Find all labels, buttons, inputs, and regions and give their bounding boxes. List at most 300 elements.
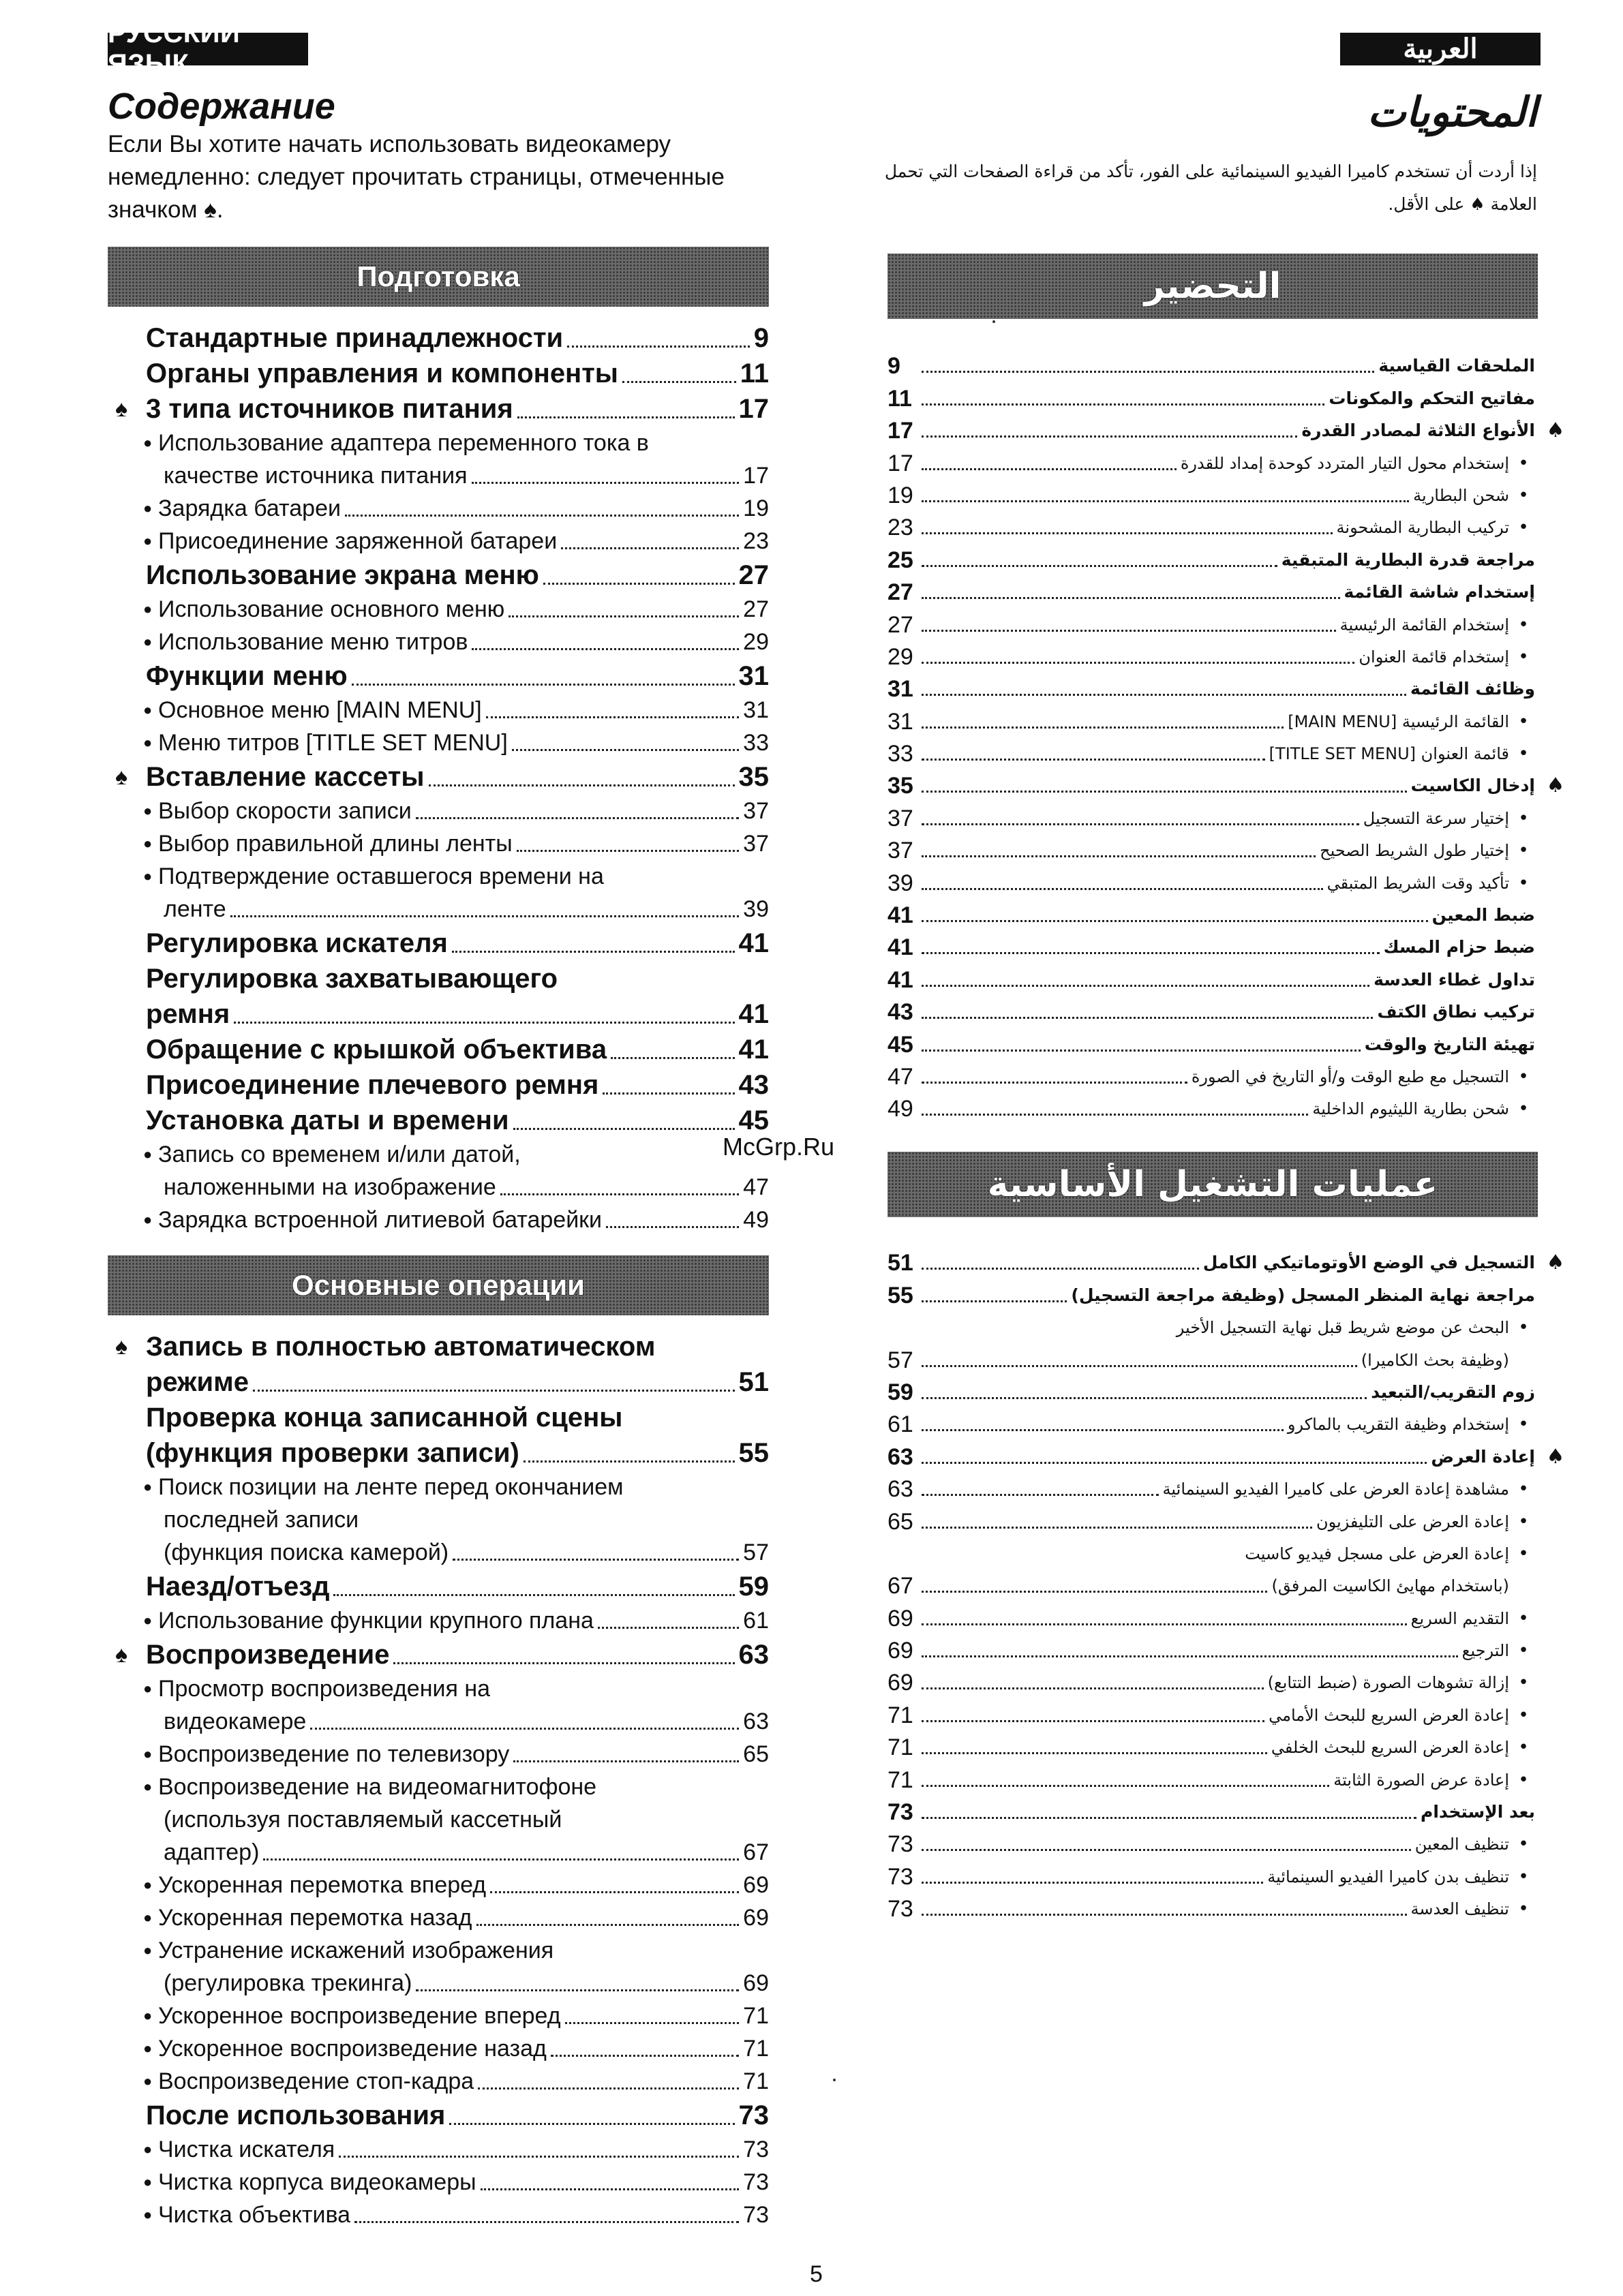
toc-entry xyxy=(108,2166,769,2199)
toc-entry-label: Стандартные принадлежности xyxy=(146,323,564,353)
toc-page-number: 29 xyxy=(743,629,769,655)
toc-entry-label: (функция поиска камерой) xyxy=(164,1540,449,1565)
toc-entry-label: إعادة العرض على التليفزيون xyxy=(1316,1512,1509,1531)
bullet-icon: • xyxy=(1518,517,1529,538)
bullet-icon: • xyxy=(1518,744,1529,765)
toc-entry xyxy=(108,694,769,726)
toc-page-number: 31 xyxy=(743,697,769,723)
dot-leader xyxy=(517,850,739,852)
toc-page-number: 19 xyxy=(888,482,913,508)
toc-entry-label: البحث عن موضع شريط قبل نهاية التسجيل الأخير xyxy=(1176,1318,1509,1338)
dot-leader xyxy=(922,1462,1427,1464)
bullet-icon: ● xyxy=(143,1745,153,1762)
toc-entry-label: Функции меню xyxy=(146,661,348,691)
dot-leader xyxy=(524,1460,735,1463)
toc-entry xyxy=(108,1067,769,1103)
dot-leader xyxy=(922,1017,1373,1019)
toc-page-number: 71 xyxy=(888,1702,913,1728)
toc-entry xyxy=(888,1535,1538,1567)
toc-entry xyxy=(108,1329,769,1364)
bullet-icon: ● xyxy=(143,1146,153,1163)
toc-page-number: 17 xyxy=(888,418,913,444)
dot-leader xyxy=(922,791,1407,793)
toc-entry xyxy=(888,639,1538,671)
bullet-icon: ● xyxy=(143,2173,153,2190)
toc-entry-label: Ускоренное воспроизведение назад xyxy=(158,2036,547,2062)
toc-page-number: 63 xyxy=(888,1476,913,1503)
toc-entry xyxy=(888,703,1538,735)
dot-leader xyxy=(478,2087,739,2090)
dot-leader xyxy=(922,726,1284,729)
toc-page-number: 37 xyxy=(743,831,769,857)
toc-entry-label: Ускоренная перемотка вперед xyxy=(158,1872,487,1898)
dot-leader xyxy=(922,1817,1416,1819)
toc-page-number: 11 xyxy=(888,385,912,412)
toc-entry xyxy=(108,320,769,356)
toc-entry-label: تنظيف العدسة xyxy=(1410,1899,1509,1919)
toc-entry-label: Выбор скорости записи xyxy=(158,798,412,824)
toc-entry-label: Проверка конца записанной сцены xyxy=(146,1403,623,1433)
toc-entry-label: ضبط حزام المسك xyxy=(1383,937,1535,958)
bullet-icon: ● xyxy=(143,1612,153,1629)
toc-entry-label: إزالة تشوهات الصورة (ضبط التتابع) xyxy=(1267,1673,1509,1693)
toc-page-number: 19 xyxy=(743,495,769,521)
toc-entry-label: Присоединение заряженной батареи xyxy=(158,528,558,554)
bullet-icon: • xyxy=(1518,1511,1529,1532)
dot-leader xyxy=(606,1226,739,1228)
print-speck xyxy=(833,2079,836,2081)
toc-entry-label: تداول غطاء العدسة xyxy=(1374,969,1535,990)
toc-entry-label: إعادة العرض السريع للبحث الخلفي xyxy=(1271,1738,1509,1758)
dot-leader xyxy=(922,1429,1284,1431)
toc-page-number: 39 xyxy=(743,896,769,922)
toc-entry xyxy=(888,994,1538,1026)
toc-entry-label: (وظيفة بحث الكاميرا) xyxy=(1361,1350,1509,1370)
toc-entry-label: تركيب نطاق الكتف xyxy=(1377,1002,1535,1022)
dot-leader xyxy=(922,1050,1361,1052)
toc-page-number: 73 xyxy=(888,1896,913,1923)
toc-entry xyxy=(888,1696,1538,1728)
toc-entry xyxy=(108,1569,769,1604)
toc-entry xyxy=(888,1438,1565,1470)
toc-page-number: 29 xyxy=(888,643,913,670)
toc-entry xyxy=(888,1341,1538,1373)
toc-page-number: 41 xyxy=(738,999,769,1029)
toc-entry-label: Использование основного меню xyxy=(158,596,505,622)
toc-page-number: 63 xyxy=(743,1709,769,1734)
toc-entry-label: القائمة الرئيسية [MAIN MENU] xyxy=(1288,711,1509,731)
toc-page-number: 73 xyxy=(743,2169,769,2195)
toc-entry-label: تنظيف المعين xyxy=(1414,1835,1509,1854)
toc-entry-label: последней записи xyxy=(164,1507,359,1533)
dot-leader xyxy=(922,1655,1458,1657)
bullet-icon: ● xyxy=(143,2007,153,2024)
toc-entry-label: качестве источника питания xyxy=(164,463,468,489)
bullet-icon: • xyxy=(1518,1866,1529,1887)
bullet-icon: ● xyxy=(143,1909,153,1926)
dot-leader xyxy=(922,1082,1187,1084)
dot-leader xyxy=(922,1914,1407,1916)
toc-page-number: 31 xyxy=(888,676,913,703)
dot-leader xyxy=(922,694,1406,696)
dot-leader xyxy=(449,2123,734,2125)
dot-leader xyxy=(598,1627,739,1629)
toc-page-number: 65 xyxy=(743,1741,769,1767)
toc-entry-label: (функция проверки записи) xyxy=(146,1438,519,1468)
toc-page-number: 47 xyxy=(743,1174,769,1200)
toc-entry-label: شحن بطارية الليثيوم الداخلية xyxy=(1312,1099,1509,1119)
spade-icon: ♠ xyxy=(115,1642,128,1668)
toc-entry xyxy=(888,1309,1538,1341)
toc-entry-label: Ускоренная перемотка назад xyxy=(158,1905,472,1931)
russian-contents-title: Содержание xyxy=(108,86,335,127)
dot-leader xyxy=(509,615,739,617)
toc-page-number: 67 xyxy=(743,1839,769,1865)
toc-entry xyxy=(888,735,1538,767)
toc-entry xyxy=(108,925,769,961)
dot-leader xyxy=(922,597,1340,599)
russian-section-heading-preparation xyxy=(108,247,769,307)
toc-entry xyxy=(888,961,1538,993)
toc-page-number: 17 xyxy=(738,394,769,424)
toc-entry-label: Чистка объектива xyxy=(158,2202,351,2228)
toc-page-number: 49 xyxy=(888,1096,913,1122)
bullet-icon: • xyxy=(1518,1899,1529,1920)
toc-page-number: 23 xyxy=(888,515,913,541)
russian-toc-basic-operations xyxy=(108,1329,769,2231)
toc-entry-label: تنظيف بدن كاميرا الفيديو السينمائية xyxy=(1267,1867,1509,1886)
bullet-icon: ● xyxy=(143,532,153,549)
toc-entry-label: Органы управления и компоненты xyxy=(146,358,618,388)
toc-page-number: 9 xyxy=(888,353,900,380)
dot-leader xyxy=(253,1390,735,1392)
dot-leader xyxy=(513,1760,739,1762)
dot-leader xyxy=(561,547,739,549)
toc-entry xyxy=(888,380,1538,412)
bullet-icon: • xyxy=(1518,453,1529,474)
toc-entry xyxy=(108,2199,769,2231)
toc-entry-label: Использование экрана меню xyxy=(146,560,539,590)
toc-page-number: 65 xyxy=(888,1508,913,1535)
toc-entry xyxy=(888,1891,1538,1923)
toc-entry-label: إستخدام شاشة القائمة xyxy=(1344,582,1535,602)
toc-entry xyxy=(108,1869,769,1901)
toc-entry-label: режиме xyxy=(146,1367,249,1397)
bullet-icon: ● xyxy=(143,1211,153,1228)
toc-entry-label: Вставление кассеты xyxy=(146,762,425,792)
arabic-language-badge: العربية xyxy=(1340,33,1541,65)
bullet-icon: ● xyxy=(143,2141,153,2158)
bullet-icon: ● xyxy=(143,734,153,751)
bullet-icon: ● xyxy=(143,701,153,718)
bullet-icon: • xyxy=(1518,646,1529,667)
bullet-icon: • xyxy=(1518,1769,1529,1790)
toc-page-number: 31 xyxy=(888,708,913,735)
toc-page-number: 71 xyxy=(743,2036,769,2062)
dot-leader xyxy=(490,1891,739,1893)
dot-leader xyxy=(922,1882,1263,1884)
toc-page-number: 45 xyxy=(738,1105,769,1135)
toc-entry xyxy=(108,1934,769,1967)
bullet-icon: ● xyxy=(143,2072,153,2090)
toc-entry xyxy=(108,356,769,391)
dot-leader xyxy=(512,749,739,751)
toc-entry xyxy=(888,767,1565,799)
toc-entry xyxy=(108,827,769,860)
toc-entry-label: Зарядка встроенной литиевой батарейки xyxy=(158,1207,603,1233)
toc-page-number: 35 xyxy=(888,773,913,799)
toc-entry-label: Просмотр воспроизведения на xyxy=(158,1676,491,1702)
bullet-icon: • xyxy=(1518,1543,1529,1564)
toc-entry-label: Регулировка искателя xyxy=(146,928,448,958)
bullet-icon: ● xyxy=(143,1478,153,1495)
toc-entry xyxy=(108,459,769,492)
bullet-icon: • xyxy=(1518,1704,1529,1726)
toc-entry xyxy=(108,2000,769,2032)
watermark-text: McGrp.Ru xyxy=(723,1133,835,1161)
toc-entry-label: مفاتيح التحكم والمكونات xyxy=(1329,388,1535,408)
toc-page-number: 67 xyxy=(888,1573,913,1599)
toc-entry xyxy=(108,1364,769,1400)
toc-page-number: 31 xyxy=(738,661,769,691)
toc-entry xyxy=(108,1705,769,1738)
bullet-icon: ● xyxy=(143,500,153,517)
dot-leader xyxy=(922,985,1369,987)
bullet-icon: • xyxy=(1518,1737,1529,1758)
toc-page-number: 23 xyxy=(743,528,769,554)
toc-entry xyxy=(108,427,769,459)
spade-icon: ♠ xyxy=(1546,418,1565,443)
arabic-intro-text: إذا أردت أن تستخدم كاميرا الفيديو السينمائية على الفور، تأكد من قراءة الصفحات التي تحمل العلامة ♠ على الأقل. xyxy=(884,162,1537,214)
toc-entry xyxy=(888,574,1538,606)
toc-entry xyxy=(108,1032,769,1067)
dot-leader xyxy=(922,371,1374,373)
toc-entry-label: Ускоренное воспроизведение вперед xyxy=(158,2003,561,2029)
toc-entry-label: بعد الإستخدام xyxy=(1421,1802,1535,1822)
toc-entry xyxy=(888,1632,1538,1664)
dot-leader xyxy=(922,500,1409,502)
toc-entry-label: الأنواع الثلاثة لمصادر القدرة xyxy=(1301,420,1535,441)
bullet-icon: • xyxy=(1518,485,1529,506)
bullet-icon: • xyxy=(1518,808,1529,829)
toc-page-number: 71 xyxy=(888,1734,913,1761)
toc-page-number: 9 xyxy=(753,323,769,353)
toc-entry xyxy=(108,893,769,925)
toc-page-number: 41 xyxy=(888,902,913,929)
bullet-icon: • xyxy=(1518,614,1529,635)
toc-entry-label: Меню титров [TITLE SET MENU] xyxy=(158,730,508,756)
toc-entry xyxy=(108,2133,769,2166)
spade-icon: ♠ xyxy=(1546,774,1565,798)
toc-entry xyxy=(888,1858,1538,1890)
toc-page-number: 33 xyxy=(888,741,913,767)
toc-entry xyxy=(108,1967,769,2000)
toc-page-number: 27 xyxy=(888,579,913,606)
bullet-icon: ● xyxy=(143,1778,153,1795)
toc-entry-label: إعادة العرض السريع للبحث الأمامي xyxy=(1269,1705,1509,1725)
toc-entry xyxy=(888,1729,1538,1761)
bullet-icon: • xyxy=(1518,1608,1529,1629)
toc-entry-label: Подтверждение оставшегося времени на xyxy=(158,863,604,889)
dot-leader xyxy=(922,759,1265,761)
dot-leader xyxy=(922,1591,1267,1593)
toc-entry-label: تأكيد وقت الشريط المتبقي xyxy=(1326,873,1509,893)
toc-entry xyxy=(108,1138,769,1171)
bullet-icon: • xyxy=(1518,840,1529,861)
dot-leader xyxy=(310,1728,739,1730)
bullet-icon: ● xyxy=(143,633,153,650)
toc-entry-label: наложенными на изображение xyxy=(164,1174,496,1200)
toc-page-number: 27 xyxy=(738,560,769,590)
dot-leader xyxy=(922,468,1177,470)
toc-page-number: 33 xyxy=(743,730,769,756)
section-heading-label: التحضير xyxy=(1144,266,1281,307)
toc-entry-label: Выбор правильной длины ленты xyxy=(158,831,513,857)
dot-leader xyxy=(345,515,739,517)
toc-entry xyxy=(108,525,769,557)
toc-entry-label: Чистка искателя xyxy=(158,2137,335,2162)
toc-entry-label: Присоединение плечевого ремня xyxy=(146,1070,599,1100)
toc-entry-label: (регулировка трекинга) xyxy=(164,1970,412,1996)
toc-entry-label: تهيئة التاريخ والوقت xyxy=(1364,1034,1535,1054)
dot-leader xyxy=(263,1858,739,1861)
dot-leader xyxy=(922,532,1333,534)
bullet-icon: • xyxy=(1518,1640,1529,1662)
toc-entry xyxy=(888,1026,1538,1058)
toc-page-number: 41 xyxy=(888,966,913,993)
dot-leader xyxy=(922,1623,1407,1625)
spade-icon: ♠ xyxy=(115,396,128,422)
toc-entry xyxy=(108,658,769,694)
toc-page-number: 71 xyxy=(743,2068,769,2094)
spade-icon: ♠ xyxy=(1546,1251,1565,1275)
toc-page-number: 41 xyxy=(888,934,913,961)
dot-leader xyxy=(922,1785,1329,1787)
toc-entry xyxy=(108,996,769,1032)
dot-leader xyxy=(922,855,1316,857)
toc-page-number: 45 xyxy=(888,1031,913,1058)
toc-entry xyxy=(108,1637,769,1672)
print-speck xyxy=(992,320,995,323)
bullet-icon: ● xyxy=(143,1680,153,1697)
dot-leader xyxy=(922,662,1354,664)
toc-entry xyxy=(888,1374,1538,1406)
toc-entry-label: 3 типа источников питания xyxy=(146,394,513,424)
dot-leader xyxy=(922,565,1277,567)
toc-page-number: 51 xyxy=(738,1367,769,1397)
toc-page-number: 35 xyxy=(738,762,769,792)
toc-entry-label: Воспроизведение по телевизору xyxy=(158,1741,510,1767)
toc-entry xyxy=(888,1761,1538,1793)
russian-intro-text: Если Вы хотите начать использовать видеокамеру немедленно: следует прочитать страницы, отмеченные значком ♠. xyxy=(108,131,725,223)
toc-entry-label: Запись в полностью автоматическом xyxy=(146,1332,656,1362)
toc-entry xyxy=(888,1794,1538,1826)
toc-entry xyxy=(108,1738,769,1771)
russian-section-heading-basic-operations xyxy=(108,1255,769,1315)
toc-entry-label: ремня xyxy=(146,999,230,1029)
toc-page-number: 27 xyxy=(888,611,913,638)
toc-entry-label: Воспроизведение стоп-кадра xyxy=(158,2068,474,2094)
toc-entry xyxy=(108,1672,769,1705)
toc-page-number: 27 xyxy=(743,596,769,622)
toc-entry xyxy=(888,541,1538,573)
toc-entry xyxy=(108,1171,769,1204)
dot-leader xyxy=(453,1559,739,1561)
toc-entry xyxy=(888,1090,1538,1122)
toc-entry xyxy=(108,1604,769,1637)
toc-entry xyxy=(888,1664,1538,1696)
dot-leader xyxy=(922,403,1324,405)
toc-page-number: 63 xyxy=(738,1640,769,1670)
toc-entry xyxy=(108,1803,769,1836)
toc-page-number: 37 xyxy=(743,798,769,824)
toc-entry xyxy=(108,1771,769,1803)
arabic-contents-title: المحتويات xyxy=(1367,89,1537,136)
toc-entry xyxy=(888,799,1538,831)
dot-leader xyxy=(452,951,735,953)
toc-entry xyxy=(108,492,769,525)
toc-entry-label: Использование меню титров xyxy=(158,629,468,655)
section-heading-label: عمليات التشغيل الأساسية xyxy=(987,1164,1438,1205)
dot-leader xyxy=(234,1022,734,1024)
dot-leader xyxy=(922,952,1380,954)
toc-entry xyxy=(108,2065,769,2098)
toc-entry-label: ленте xyxy=(164,896,226,922)
toc-entry-label: Регулировка захватывающего xyxy=(146,964,558,994)
bullet-icon: ● xyxy=(143,1876,153,1893)
toc-entry-label: إختيار سرعة التسجيل xyxy=(1363,808,1509,828)
page-number: 5 xyxy=(810,2261,823,2287)
toc-entry xyxy=(108,2098,769,2133)
toc-entry xyxy=(888,1471,1538,1503)
toc-entry-label: Использование адаптера переменного тока в xyxy=(158,430,649,456)
bullet-icon: • xyxy=(1518,1066,1529,1087)
toc-entry-label: (باستخدام مهايئ الكاسيت المرفق) xyxy=(1271,1576,1509,1596)
dot-leader xyxy=(922,823,1359,825)
toc-entry-label: إعادة عرض الصورة الثابتة xyxy=(1333,1770,1509,1790)
toc-entry-label: التسجيل مع طبع الوقت و/أو التاريخ في الصورة xyxy=(1191,1067,1509,1086)
dot-leader xyxy=(922,1114,1308,1116)
dot-leader xyxy=(486,716,739,718)
toc-entry-label: ضبط المعين xyxy=(1431,905,1535,925)
toc-entry-label: إعادة العرض xyxy=(1431,1446,1535,1467)
toc-entry-label: تركيب البطارية المشحونة xyxy=(1336,518,1509,538)
toc-page-number: 71 xyxy=(888,1766,913,1793)
bullet-icon: • xyxy=(1518,872,1529,893)
toc-entry-label: إختيار طول الشريط الصحيح xyxy=(1320,841,1509,861)
toc-entry xyxy=(888,671,1538,703)
toc-entry-label: الترجيع xyxy=(1461,1641,1509,1661)
arabic-toc-preparation xyxy=(888,348,1565,1122)
toc-entry xyxy=(888,606,1538,638)
dot-leader xyxy=(922,630,1336,632)
toc-page-number: 69 xyxy=(888,1670,913,1696)
toc-entry xyxy=(888,897,1538,929)
dot-leader xyxy=(565,2022,740,2024)
toc-page-number: 69 xyxy=(888,1605,913,1632)
toc-entry xyxy=(888,929,1538,961)
dot-leader xyxy=(333,1594,734,1596)
toc-page-number: 41 xyxy=(738,1035,769,1065)
toc-entry xyxy=(888,1406,1538,1438)
toc-entry-label: Воспроизведение xyxy=(146,1640,390,1670)
toc-entry xyxy=(888,1599,1538,1632)
toc-entry-label: مشاهدة إعادة العرض على كاميرا الفيديو السينمائية xyxy=(1162,1480,1509,1499)
bullet-icon: ● xyxy=(143,802,153,819)
dot-leader xyxy=(339,2156,739,2158)
toc-entry-label: Наезд/отъезд xyxy=(146,1572,330,1602)
toc-entry xyxy=(888,864,1538,896)
